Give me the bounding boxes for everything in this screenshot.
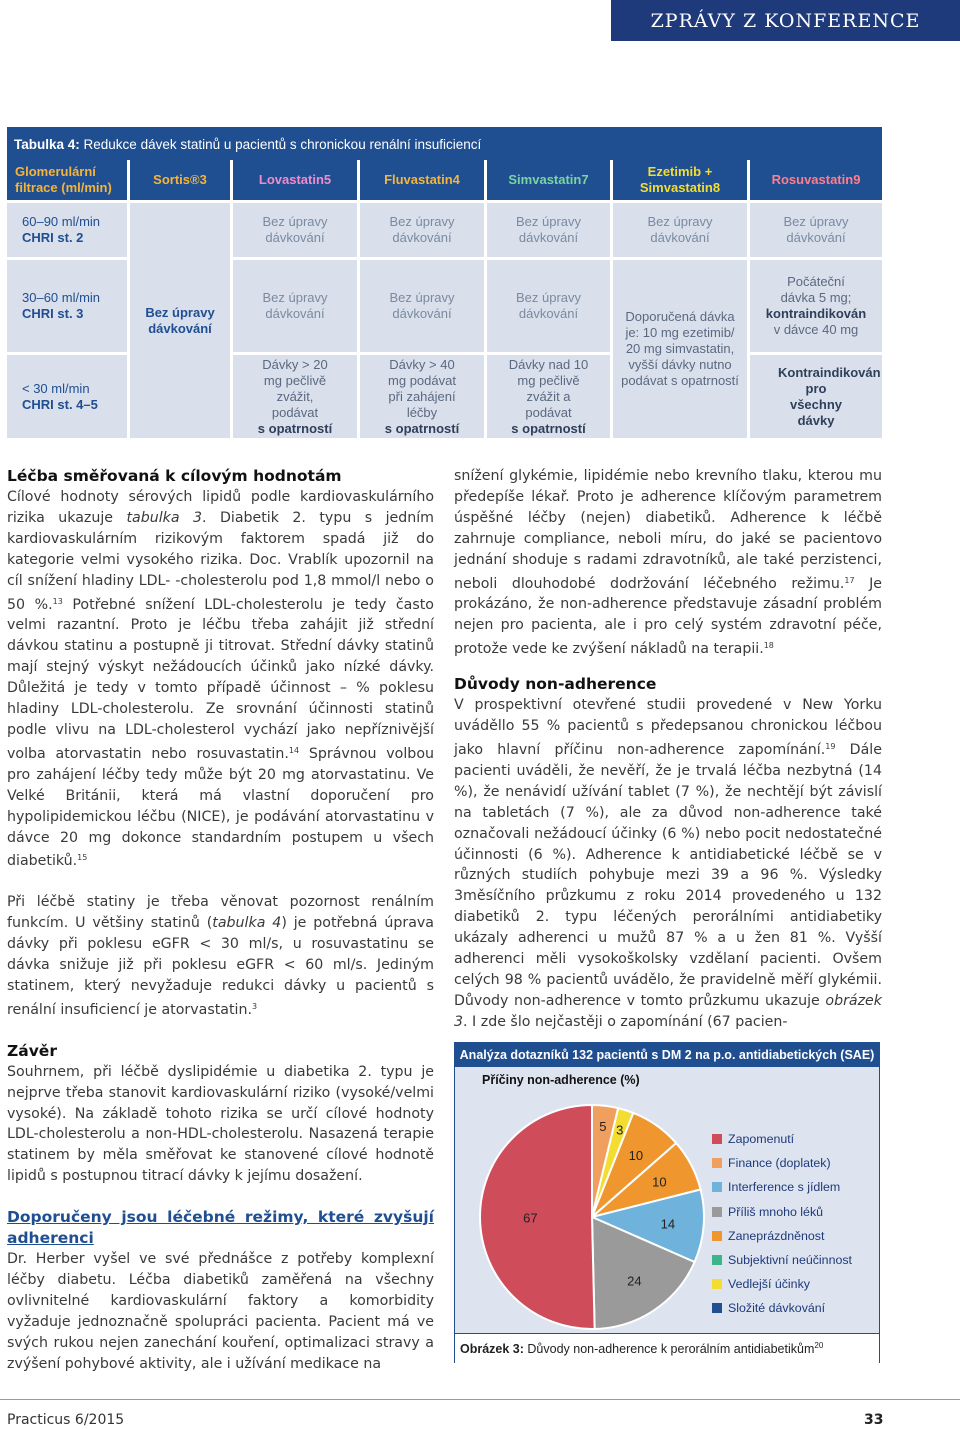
legend-item: [712, 1224, 872, 1248]
header-fluvastatin: Fluvastatin4: [360, 160, 484, 200]
figure-title: Analýza dotazníků 132 pacientů s DM 2 na p.o. antidiabetických (SAE): [455, 1043, 879, 1067]
fluva-row-3: Dávky > 40 mg podávat při zahájení léčby s opatrností: [384, 356, 460, 436]
pie-chart: [455, 1067, 715, 1333]
footer-journal: Practicus 6/2015: [7, 1412, 125, 1428]
simva-row-1: Bez úpravy dávkování: [515, 214, 582, 245]
legend-swatch: [712, 1255, 722, 1265]
heading-nonadherence: Důvody non-adherence: [454, 675, 657, 694]
header-sortis: Sortis®3: [130, 160, 230, 200]
ezet-row-1: Bez úpravy dávkování: [647, 214, 713, 245]
ezet-merged: Doporučená dávka je: 10 mg ezetimib/ 20 mg simvastatin, vyšší dávky nutno podávat s opatrností: [621, 309, 739, 388]
legend-label: Zapomenutí: [728, 1132, 795, 1147]
figure-nonadherence: [454, 1042, 880, 1363]
gfr-row-2: 30–60 ml/min CHRI st. 3: [22, 290, 101, 321]
legend-item: [712, 1175, 872, 1199]
gfr-row-3: < 30 ml/min CHRI st. 4–5: [22, 380, 98, 412]
pie-label-4: 10: [652, 1174, 667, 1190]
legend-swatch: [712, 1303, 722, 1313]
paragraph-conclusion: Souhrnem, při léčbě dyslipidémie u diabetika 2. typu je nejprve třeba stanovit kardiovaskulární riziko (vysoké/velmi vysoké). Na základě tohoto rizika se určí cílové hodnoty LDL-cholesterolu a non-HDL-cholesterolu. Nasazená terapie statinem by měla směřovat ke stanovené cílové hodnotě lipidů s postupnou titrací dávky k jejímu dosažení.: [7, 1063, 434, 1185]
sortis-cell: Bez úpravy dávkování: [145, 304, 215, 336]
rosu-row-3: Kontraindikován pro všechny dávky: [778, 364, 881, 428]
pie-legend: [712, 1127, 872, 1321]
legend-item: [712, 1200, 872, 1224]
heading-adherence-link[interactable]: Doporučeny jsou léčebné režimy, které zvyšují adherenci: [7, 1208, 434, 1248]
legend-label: Složité dávkování: [728, 1301, 826, 1316]
paragraph-target-values: Cílové hodnoty sérových lipidů podle kardiovaskulárního rizika ukazuje tabulka 3. Diabetik 2. typu s jedním kardiovaskulárním rizikovým faktorem spadá již do kategorie velmi vysokého rizika. Doc. Vrablík upozornil na cíl snížení hladiny LDL- -cholesterolu pod 1,8 mmol/l nebo o 50 %.$^{13}$ Potřebné snížení LDL-cholesterolu je tedy často velmi razantní. Proto je léčbu třeba zahájit již střední dávkou statinu a postupně ji titrovat. Střední dávky statinů mají stejný výskyt nežádoucích účinků jako nízké dávky. Důležitá je tedy v tomto případě účinnost – % poklesu hladiny LDL-cholesterolu. Ze srovnání účinnosti statinů podle vlivu na LDL-cholesterol vychází jako nepříznivější volba atorvastatin nebo rosuvastatin.$^{14}$ Správnou volbou pro zahájení léčby tedy může být 20 mg atorvastatinu. Ve Velké Británii, která má vlastní doporučení pro hypolipidemickou léčbu (NICE), je podávání atorvastatinu v dávce 20 mg dokonce standardním postupem u všech diabetiků.$^{15}$: [7, 489, 434, 870]
header-rosuvastatin: Rosuvastatin9: [750, 160, 882, 200]
legend-label: Příliš mnoho léků: [728, 1204, 824, 1219]
figure-subtitle: Příčiny non-adherence (%): [482, 1073, 640, 1087]
section-banner: ZPRÁVY Z KONFERENCE: [611, 0, 960, 41]
paragraph-nonadherence: V prospektivní otevřené studii provedené v New Yorku uváděllo 55 % pacientů s předepsanou chronickou léčbou jako hlavní příčinu non-adherence zapomínání.$^{19}$ Dále pacienti uváděli, že nevěří, že je trvalá léčba nezbytná (14 %), že nenávidí užívání tablet (7 %), že nechtějí být závislí na tabletách (7 %), ale za důvod non-adherence také označovali nežádoucí účinky (6 %) nebo pocit nedostatečné účinnosti (6 %). Adherence k antidiabetické léčbě se v různých studiích pohybuje mezi 39 a 96 %. Výsledky 3měsíčního průzkumu z roku 2014 provedeného u 132 diabetiků 2. typu léčených perorálními antidiabetiky ukázaly adherenci u mužů 87 % a u žen 81 %. Vyšší adherenci měli vysokoškolsky vzdělaní pacienti. Ovšem celých 98 % pacientů uvádělo, že pravidelně měří glykémii. Důvody non-adherence v tomto průzkumu ukazuje obrázek 3. I zde šlo nejčastěji o zapomínání (67 pacien-: [454, 697, 882, 1030]
lova-row-2: Bez úpravy dávkování: [262, 290, 328, 321]
simva-row-3: Dávky nad 10 mg pečlivě zvážit a podávat s opatrností: [508, 356, 589, 436]
fluva-row-1: Bez úpravy dávkování: [389, 214, 455, 245]
header-ezetimib: Ezetimib + Simvastatin8: [613, 160, 747, 200]
legend-swatch: [712, 1134, 722, 1144]
heading-target-values: Léčba směřovaná k cílovým hodnotám: [7, 467, 342, 485]
figure-caption: Obrázek 3: Důvody non-adherence k perorálním antidiabetikům$^{20}$: [455, 1333, 879, 1363]
table-title: Tabulka 4: Redukce dávek statinů u pacientů s chronickou renální insuficiencí: [7, 127, 882, 160]
lova-row-1: Bez úpravy dávkování: [262, 214, 328, 245]
legend-swatch: [712, 1158, 722, 1168]
header-lovastatin: Lovastatin5: [233, 160, 357, 200]
rosu-row-2: Počáteční dávka 5 mg; kontraindikován v dávce 40 mg: [765, 274, 867, 337]
pie-label-6: 24: [627, 1273, 642, 1289]
legend-item: [712, 1127, 872, 1151]
legend-label: Finance (doplatek): [728, 1156, 831, 1171]
gfr-row-1: 60–90 ml/min CHRI st. 2: [22, 214, 101, 245]
header-gfr: Glomerulární filtrace (ml/min): [7, 160, 127, 200]
legend-swatch: [712, 1207, 722, 1217]
lova-row-3: Dávky > 20 mg pečlivě zvážit, podávat s opatrností: [257, 356, 333, 436]
pie-label-3: 10: [628, 1147, 644, 1163]
left-column: [7, 466, 434, 1375]
legend-swatch: [712, 1279, 722, 1289]
legend-label: Zaneprázdněnost: [728, 1228, 825, 1243]
pie-label-0: 67: [523, 1210, 538, 1226]
header-simvastatin: Simvastatin7: [487, 160, 610, 200]
pie-label-1: 5: [599, 1118, 607, 1134]
statin-dose-table: [7, 127, 882, 438]
heading-conclusion: Závěr: [7, 1041, 57, 1060]
legend-swatch: [712, 1231, 722, 1241]
right-column: [454, 466, 882, 1033]
legend-item: [712, 1296, 872, 1320]
legend-item: [712, 1151, 872, 1175]
legend-label: Interference s jídlem: [728, 1180, 841, 1195]
fluva-row-2: Bez úpravy dávkování: [389, 290, 455, 321]
pie-label-2: 3: [616, 1122, 624, 1138]
legend-label: Vedlejší účinky: [728, 1277, 810, 1292]
legend-swatch: [712, 1182, 722, 1192]
rosu-row-1: Bez úpravy dávkování: [783, 214, 849, 245]
simva-row-2: Bez úpravy dávkování: [515, 290, 582, 321]
legend-item: [712, 1272, 872, 1296]
paragraph-herber: Dr. Herber vyšel ve své přednášce z potřeby komplexní léčby diabetu. Léčba diabetiků zaměřená na všechny ovlivnitelné kardiovaskulární faktory a komorbidity vyžaduje jednoznačně spolupráci pacienta. Pacient má ve svých rukou nejen zanechání kouření, optimalizaci stravy a zvýšení pohybové aktivity, ale i užívání medikace na: [7, 1251, 434, 1372]
paragraph-adherence: snížení glykémie, lipidémie nebo krevního tlaku, kterou mu předepíše lékař. Proto je adherence klíčovým parametrem úspěšné léčby (nejen) diabetiků. Adherence k léčbě zahrnuje compliance, neboli míru, do jaké se pacientovo jednání shoduje s radami zdravotníků, ale také perzistenci, neboli dlouhodobé dodržování léčebného režimu.$^{17}$ Je prokázáno, že non-adherence představuje zásadní problém nejen pro pacienta, ale i pro celý systém zdravotní péče, protože vede ke zvýšení nákladů na terapii.$^{18}$: [454, 468, 882, 658]
page-number: 33: [864, 1412, 884, 1428]
paragraph-renal: Při léčbě statiny je třeba věnovat pozornost renálním funkcím. U většiny statinů (tabulka 4) je potřebná úprava dávky při poklesu eGFR < 30 ml/s, u rosuvastatinu se dávka snižuje již při poklesu eGFR < 60 ml/s. Jediným statinem, který nevyžaduje redukci dávky u pacientů s renální insuficiencí je atorvastatin.$^3$: [7, 894, 434, 1018]
legend-label: Subjektivní neúčinnost: [728, 1253, 852, 1268]
footer-divider: [0, 1399, 960, 1400]
legend-item: [712, 1248, 872, 1272]
pie-label-5: 14: [660, 1216, 676, 1232]
